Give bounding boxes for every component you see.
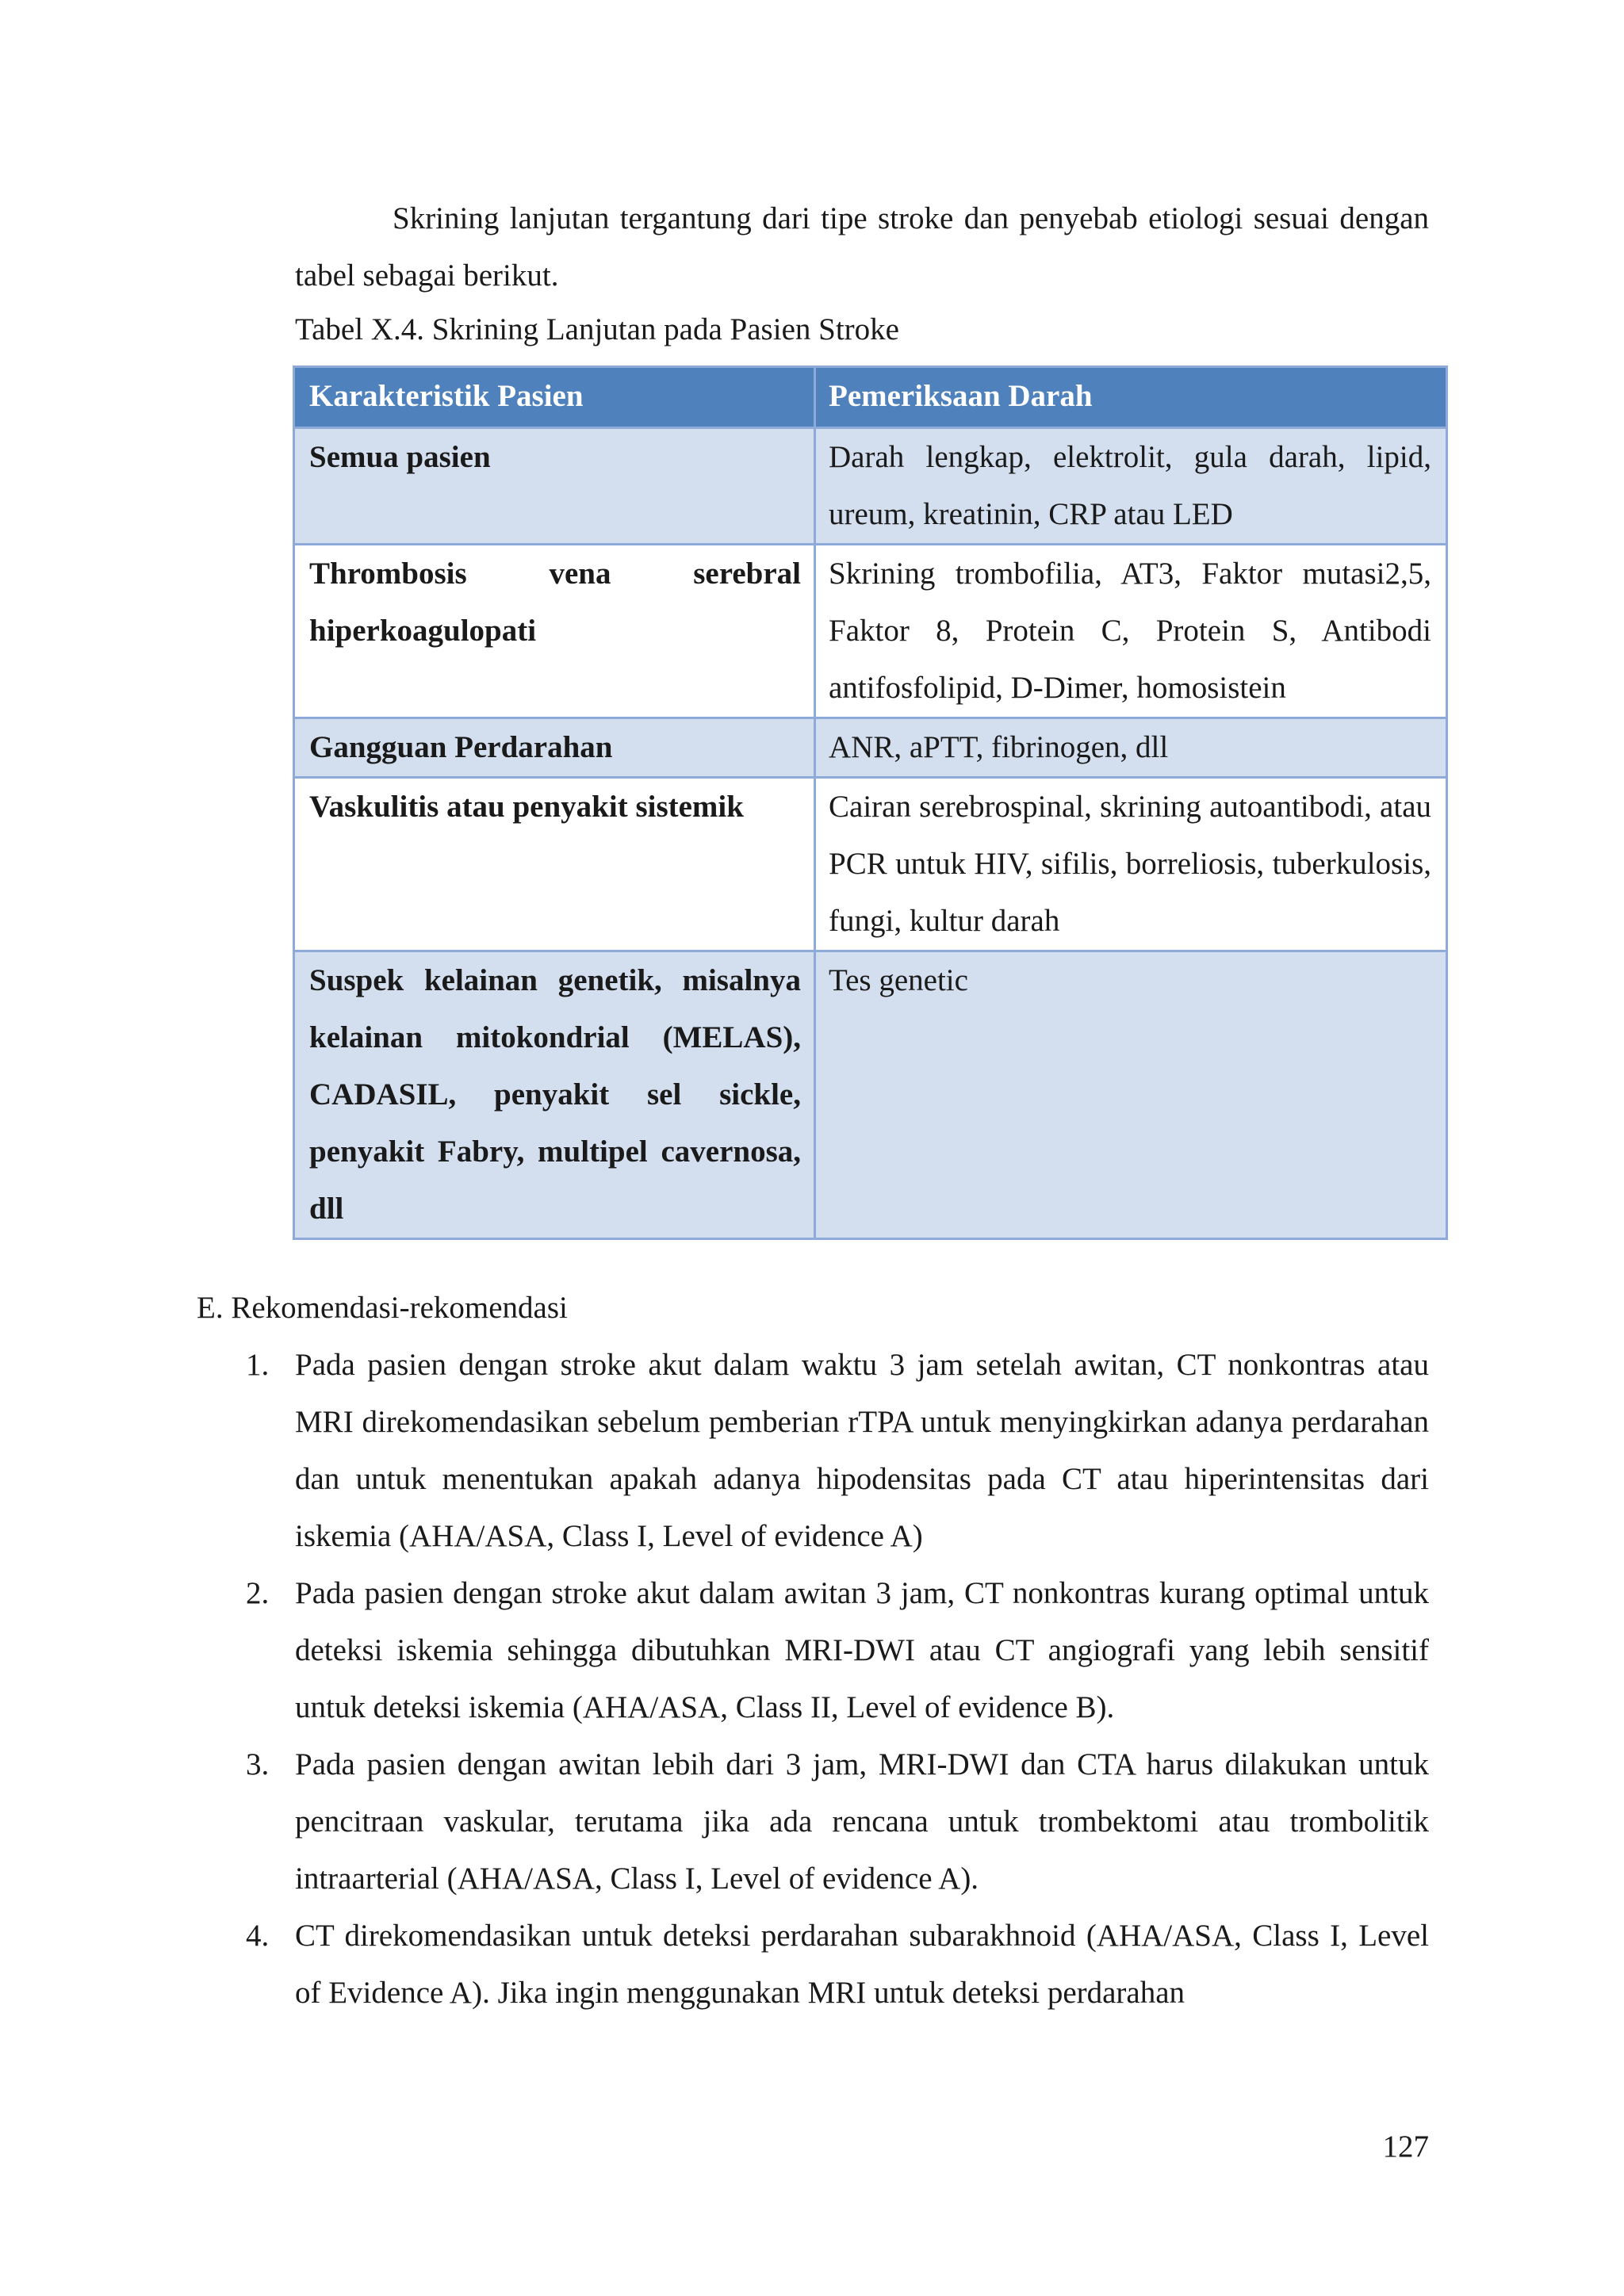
list-item-text: Pada pasien dengan awitan lebih dari 3 jam, MRI-DWI dan CTA harus dilakukan untuk pencitraan vaskular, terutama jika ada rencana untuk trombektomi atau trombolitik intraarterial (AHA/ASA, Class I, Level of evidence A).	[295, 1747, 1429, 1896]
table-row	[294, 428, 1447, 545]
intro-paragraph: Skrining lanjutan tergantung dari tipe stroke dan penyebab etiologi sesuai dengan tabel sebagai berikut.	[295, 201, 1429, 293]
list-item-number: 2.	[246, 1576, 270, 1610]
header-blood-test: Pemeriksaan Darah	[815, 367, 1447, 428]
cell-characteristic: Semua pasien	[294, 428, 815, 545]
recommendation-list	[238, 1337, 1429, 2022]
list-item-number: 3.	[246, 1747, 270, 1781]
table-row	[294, 951, 1447, 1239]
table-row	[294, 778, 1447, 951]
cell-characteristic: Thrombosis vena serebral hiperkoagulopati	[294, 545, 815, 718]
table-row	[294, 718, 1447, 778]
cell-characteristic: Vaskulitis atau penyakit sistemik	[294, 778, 815, 951]
list-item-number: 4.	[246, 1919, 270, 1953]
cell-blood-test: ANR, aPTT, fibrinogen, dll	[815, 718, 1447, 778]
page-number: 127	[1382, 2130, 1429, 2164]
cell-blood-test: Darah lengkap, elektrolit, gula darah, lipid, ureum, kreatinin, CRP atau LED	[815, 428, 1447, 545]
table-caption: Tabel X.4. Skrining Lanjutan pada Pasien Stroke	[295, 312, 899, 346]
cell-blood-test: Cairan serebrospinal, skrining autoantibodi, atau PCR untuk HIV, sifilis, borreliosis, tuberkulosis, fungi, kultur darah	[815, 778, 1447, 951]
list-item	[238, 1736, 1429, 1908]
cell-characteristic: Gangguan Perdarahan	[294, 718, 815, 778]
list-item	[238, 1337, 1429, 1565]
cell-characteristic: Suspek kelainan genetik, misalnya kelainan mitokondrial (MELAS), CADASIL, penyakit sel sickle, penyakit Fabry, multipel cavernosa, dll	[294, 951, 815, 1239]
list-item-text: Pada pasien dengan stroke akut dalam waktu 3 jam setelah awitan, CT nonkontras atau MRI direkomendasikan sebelum pemberian rTPA untuk menyingkirkan adanya perdarahan dan untuk menentukan apakah adanya hipodensitas pada CT atau hiperintensitas dari iskemia (AHA/ASA, Class I, Level of evidence A)	[295, 1348, 1429, 1553]
list-item-text: Pada pasien dengan stroke akut dalam awitan 3 jam, CT nonkontras kurang optimal untuk deteksi iskemia sehingga dibutuhkan MRI-DWI atau CT angiografi yang lebih sensitif untuk deteksi iskemia (AHA/ASA, Class II, Level of evidence B).	[295, 1576, 1429, 1724]
table-header-row	[294, 367, 1447, 428]
list-item	[238, 1565, 1429, 1736]
list-item-text: CT direkomendasikan untuk deteksi perdarahan subarakhnoid (AHA/ASA, Class I, Level of Evidence A). Jika ingin menggunakan MRI untuk deteksi perdarahan	[295, 1919, 1429, 2010]
section-heading: E. Rekomendasi-rekomendasi	[197, 1291, 568, 1325]
table-row	[294, 545, 1447, 718]
screening-table	[293, 365, 1448, 1240]
list-item	[238, 1908, 1429, 2022]
list-item-number: 1.	[246, 1348, 270, 1382]
header-characteristic: Karakteristik Pasien	[294, 367, 815, 428]
cell-blood-test: Tes genetic	[815, 951, 1447, 1239]
cell-blood-test: Skrining trombofilia, AT3, Faktor mutasi2,5, Faktor 8, Protein C, Protein S, Antibodi antifosfolipid, D-Dimer, homosistein	[815, 545, 1447, 718]
